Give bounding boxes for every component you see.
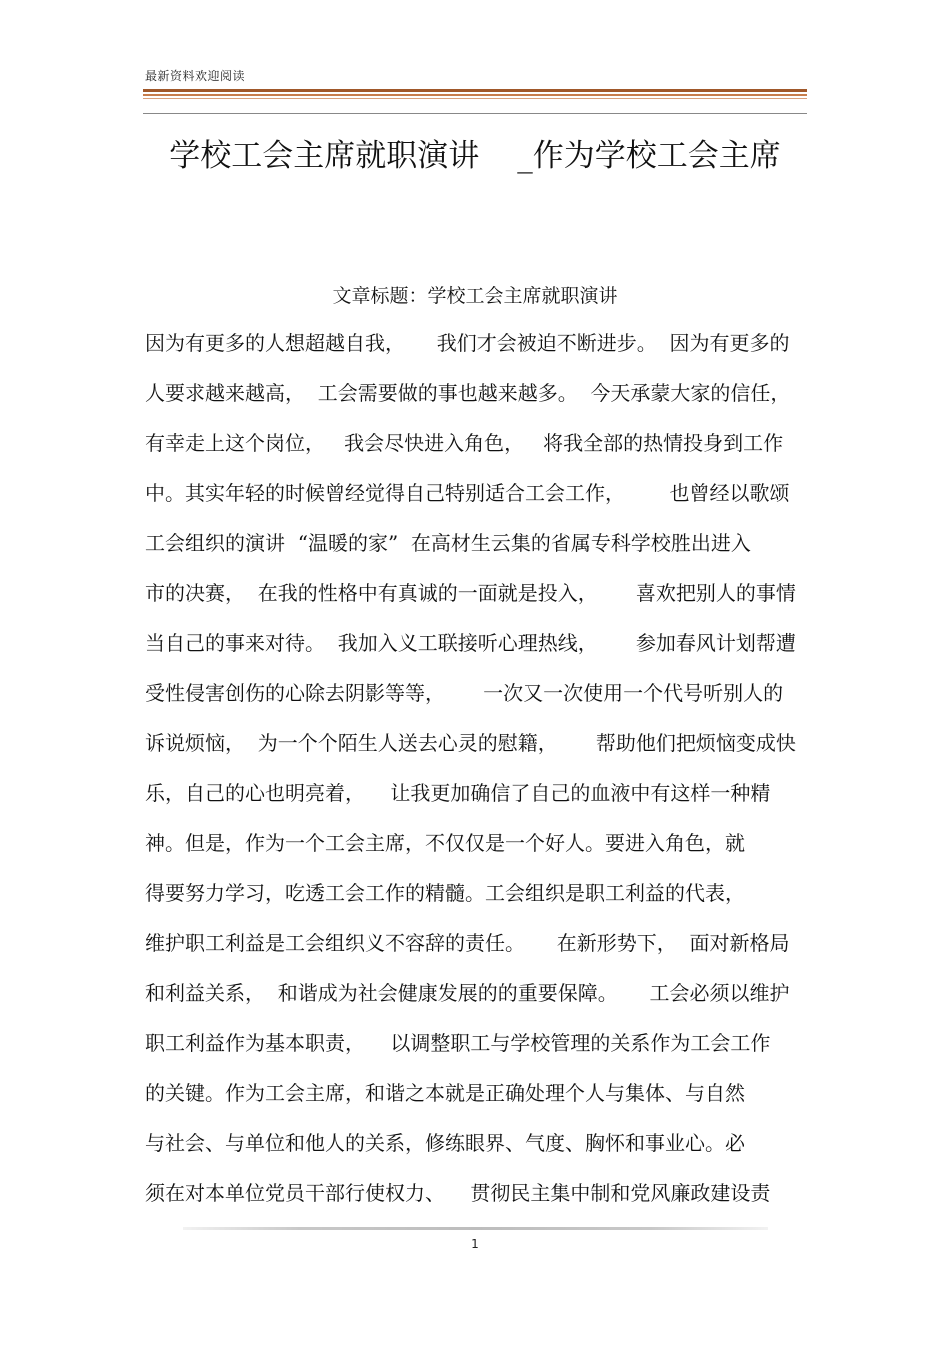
- header-rule-gray: [143, 113, 807, 114]
- body-line: 有幸走上这个岗位， 我会尽快进入角色， 将我全部的热情投身到工作: [145, 431, 784, 455]
- body-line: 工会组织的演讲 “温暖的家” 在高材生云集的省属专科学校胜出进入: [145, 531, 751, 555]
- body-line: 与社会、与单位和他人的关系，修练眼界、气度、胸怀和事业心。必: [145, 1131, 745, 1155]
- document-title-suffix: _作为学校工会主席: [517, 138, 781, 174]
- body-line: 须在对本单位党员干部行使权力、 贯彻民主集中制和党风廉政建设责: [145, 1181, 771, 1205]
- header-rule-medium: [143, 94, 807, 96]
- header-rule-thick: [143, 89, 807, 92]
- body-text: [145, 327, 810, 1227]
- body-line: 和利益关系， 和谐成为社会健康发展的的重要保障。 工会必须以维护: [145, 981, 790, 1005]
- header-rule-thin: [143, 98, 807, 99]
- article-subtitle: 文章标题：学校工会主席就职演讲: [332, 285, 618, 307]
- footer-rule: [183, 1227, 768, 1230]
- body-line: 因为有更多的人想超越自我， 我们才会被迫不断进步。 因为有更多的: [145, 331, 790, 355]
- body-line: 诉说烦恼， 为一个个陌生人送去心灵的慰籍， 帮助他们把烦恼变成快: [145, 731, 796, 755]
- body-line: 受性侵害创伤的心除去阴影等等， 一次又一次使用一个代号听别人的: [145, 681, 784, 705]
- body-line: 中。其实年轻的时候曾经觉得自己特别适合工会工作， 也曾经以歌颂: [145, 481, 790, 505]
- body-line: 职工利益作为基本职责， 以调整职工与学校管理的关系作为工会工作: [145, 1031, 771, 1055]
- body-line: 得要努力学习，吃透工会工作的精髓。工会组织是职工利益的代表，: [145, 881, 745, 905]
- document-title: [0, 130, 950, 175]
- page-number: 1: [471, 1237, 479, 1251]
- body-line: 神。但是，作为一个工会主席，不仅仅是一个好人。要进入角色，就: [145, 831, 745, 855]
- body-line: 维护职工利益是工会组织义不容辞的责任。 在新形势下， 面对新格局: [145, 931, 790, 955]
- body-line: 人要求越来越高， 工会需要做的事也越来越多。 今天承蒙大家的信任，: [145, 381, 791, 405]
- body-line: 市的决赛， 在我的性格中有真诚的一面就是投入， 喜欢把别人的事情: [145, 581, 796, 605]
- body-line: 的关键。作为工会主席，和谐之本就是正确处理个人与集体、与自然: [145, 1081, 745, 1105]
- body-line: 当自己的事来对待。 我加入义工联接听心理热线， 参加春风计划帮遭: [145, 631, 796, 655]
- document-title-main: 学校工会主席就职演讲: [169, 138, 480, 174]
- header-label: 最新资料欢迎阅读: [145, 69, 246, 83]
- body-line: 乐，自己的心也明亮着， 让我更加确信了自己的血液中有这样一种精: [145, 781, 771, 805]
